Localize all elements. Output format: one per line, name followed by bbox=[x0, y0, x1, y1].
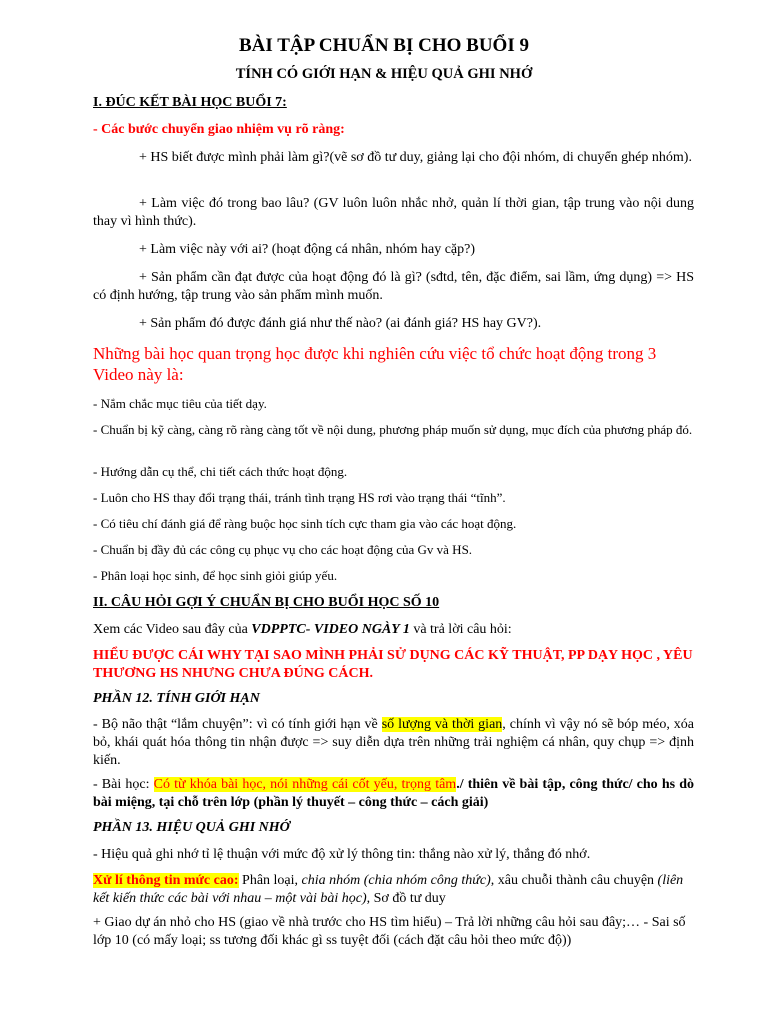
part12-heading: PHẦN 12. TÍNH GIỚI HẠN bbox=[93, 691, 260, 706]
p13b-text3: , Sơ đồ tư duy bbox=[366, 891, 446, 906]
video-intro bbox=[93, 621, 694, 639]
step-item: + Làm việc đó trong bao lâu? (GV luôn luôn nhắc nhở, quản lí thời gian, tập trung vào nội dung thay vì hình thức). bbox=[93, 196, 694, 229]
lesson-item: - Luôn cho HS thay đổi trạng thái, tránh tình trạng HS rơi vào trạng thái “tĩnh”. bbox=[93, 490, 506, 505]
part13-para-memory: - Hiệu quả ghi nhớ tỉ lệ thuận với mức độ xử lý thông tin: thắng nào xử lý, thắng đó nhớ. bbox=[93, 847, 591, 862]
p13b-highlight: Xử lí thông tin mức cao: bbox=[93, 873, 239, 888]
video-intro-post: và trả lời câu hỏi: bbox=[409, 622, 512, 637]
p12b-highlight: Có từ khóa bài học, nói những cái cốt yếu, trọng tâm bbox=[153, 777, 457, 792]
lessons-heading: Những bài học quan trọng học được khi nghiên cứu việc tổ chức hoạt động trong 3 Video này là: bbox=[93, 344, 657, 384]
part12-para-lesson bbox=[93, 776, 694, 812]
part13-heading: PHẦN 13. HIỆU QUẢ GHI NHỚ bbox=[93, 820, 290, 835]
section1-heading: I. ĐÚC KẾT BÀI HỌC BUỔI 7: bbox=[93, 95, 287, 110]
lesson-item: - Có tiêu chí đánh giá để ràng buộc học sinh tích cực tham gia vào các hoạt động. bbox=[93, 516, 517, 531]
part13-para-project: + Giao dự án nhỏ cho HS (giao về nhà trước cho HS tìm hiểu) – Trả lời những câu hỏi sau đây;… - Sai số lớp 10 (có mấy loại; ss tương đối khác gì ss tuyệt đối (cách đặt câu hỏi theo mức độ)) bbox=[93, 915, 686, 948]
lesson-item: - Chuẩn bị kỹ càng, càng rõ ràng càng tốt về nội dung, phương pháp muốn sử dụng, mục đích của phương pháp đó. bbox=[93, 422, 693, 437]
p12b-pre: - Bài học: bbox=[93, 777, 154, 792]
step-item: + Sản phẩm cần đạt được của hoạt động đó là gì? (sđtd, tên, đặc điểm, sai lầm, ứng dụng) => HS có định hướng, tập trung vào sản phẩm mình muốn. bbox=[93, 270, 694, 303]
part13-para-processing bbox=[93, 872, 694, 908]
video-intro-source: VDPPTC- VIDEO NGÀY 1 bbox=[251, 622, 410, 637]
lesson-item: - Chuẩn bị đầy đủ các công cụ phục vụ cho các hoạt động của Gv và HS. bbox=[93, 542, 473, 557]
section2-heading: II. CÂU HỎI GỢI Ý CHUẨN BỊ CHO BUỔI HỌC SỐ 10 bbox=[93, 595, 440, 610]
p12a-highlight: số lượng và thời gian bbox=[381, 717, 503, 732]
p13b-text2: , xâu chuỗi thành câu chuyện bbox=[490, 873, 658, 888]
lesson-item: - Hướng dẫn cụ thể, chi tiết cách thức hoạt động. bbox=[93, 464, 348, 479]
p13b-text1: Phân loại, bbox=[238, 873, 302, 888]
p13b-italic2: (liên kết kiến thức các bài với nhau – một vài bài học) bbox=[93, 873, 684, 906]
p12b-post: ./ thiên về bài tập, công thức/ cho hs dò bài miệng, tại chỗ trên lớp (phần lý thuyết – công thức – cách giải) bbox=[93, 777, 694, 810]
part12-para-brain bbox=[93, 716, 694, 770]
step-item: + Làm việc này với ai? (hoạt động cá nhân, nhóm hay cặp?) bbox=[139, 242, 476, 257]
p12a-post: , chính vì vậy nó sẽ bóp méo, xóa bỏ, khái quát hóa thông tin nhận được => suy diễn dựa trên những trải nghiệm cá nhân, quy chụp => định kiến. bbox=[93, 717, 694, 768]
lesson-item: - Phân loại học sinh, để học sinh giỏi giúp yếu. bbox=[93, 568, 338, 583]
steps-heading: - Các bước chuyển giao nhiệm vụ rõ ràng: bbox=[93, 122, 345, 137]
key-question: HIỂU ĐƯỢC CÁI WHY TẠI SAO MÌNH PHẢI SỬ DỤNG CÁC KỸ THUẬT, PP DẠY HỌC , YÊU THƯƠNG HS NHƯNG CHƯA ĐÚNG CÁCH. bbox=[93, 648, 693, 681]
step-item: + HS biết được mình phải làm gì?(vẽ sơ đồ tư duy, giảng lại cho đội nhóm, di chuyển ghép nhóm). bbox=[139, 150, 692, 165]
step-item: + Sản phẩm đó được đánh giá như thế nào? (ai đánh giá? HS hay GV?). bbox=[139, 316, 542, 331]
p12a-pre: - Bộ não thật “lắm chuyện”: vì có tính giới hạn về bbox=[93, 717, 382, 732]
video-intro-pre: Xem các Video sau đây của bbox=[93, 622, 252, 637]
document-subtitle: TÍNH CÓ GIỚI HẠN & HIỆU QUẢ GHI NHỚ bbox=[235, 66, 533, 82]
document-title: BÀI TẬP CHUẨN BỊ CHO BUỔI 9 bbox=[239, 35, 529, 56]
p13b-italic1: chia nhóm (chia nhóm công thức) bbox=[301, 873, 491, 888]
lesson-item: - Nắm chắc mục tiêu của tiết dạy. bbox=[93, 396, 267, 411]
